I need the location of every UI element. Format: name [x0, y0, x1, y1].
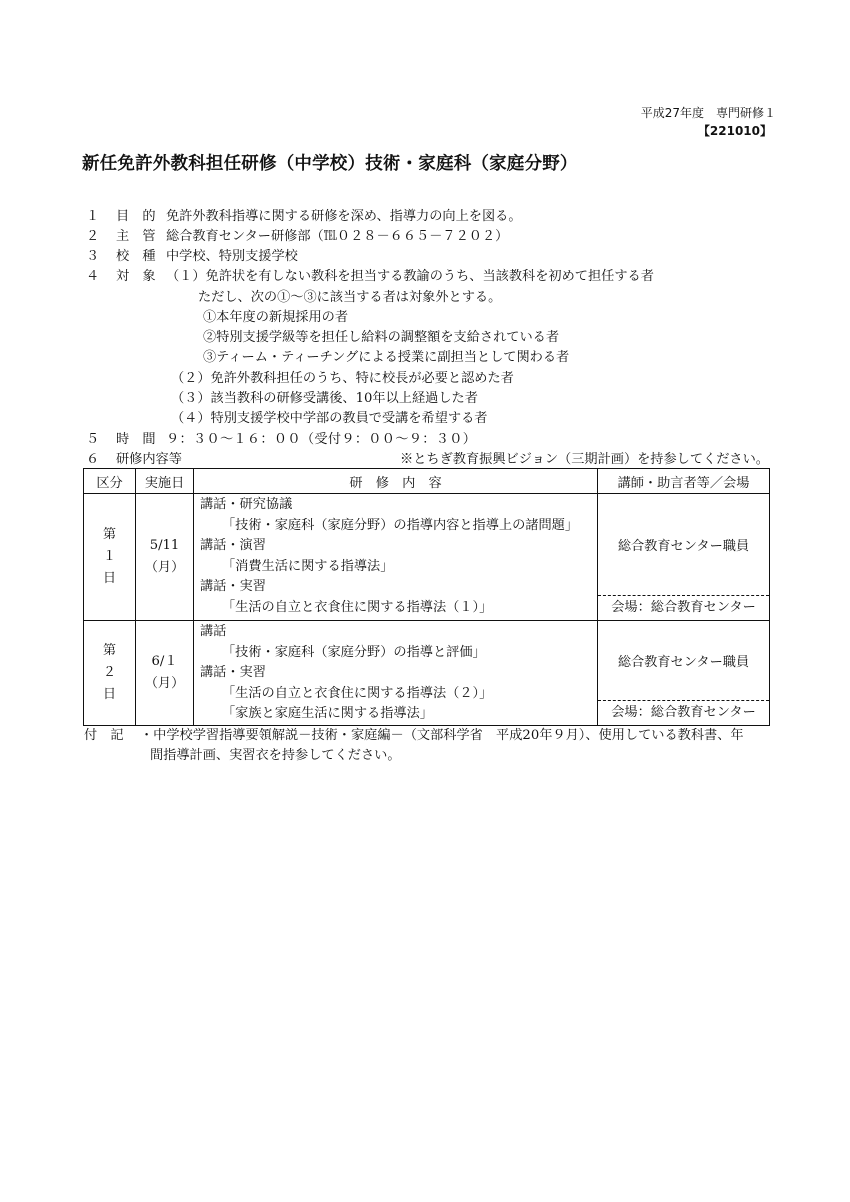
schedule-heading [86, 448, 182, 467]
item-text: 免許外教科指導に関する研修を深め、指導力の向上を図る。 [166, 209, 522, 224]
item-number: ４ [86, 269, 100, 284]
schedule-table [83, 468, 770, 726]
target-item: （２）免許外教科担任のうち、特に校長が必要と認めた者 [171, 371, 514, 386]
session-content: 講話・研究協議 「技術・家庭科（家庭分野）の指導内容と指導上の諸問題」 講話・演習 「消費生活に関する指導法」 講話・実習 「生活の自立と衣食住に関する指導法（１）」 [194, 494, 598, 621]
item-text: 中学校、特別支援学校 [166, 249, 298, 264]
item-text: 総合教育センター研修部（℡０２８－６６５－７２０２） [166, 229, 509, 244]
table-header-row [84, 469, 770, 494]
session-date: 5/11 （月） [136, 494, 194, 621]
item-number: ３ [86, 249, 100, 264]
item-label: 研修内容等 [116, 452, 182, 467]
series-label: 平成27年度 専門研修１ [640, 106, 776, 120]
footnote-label: 付 記 [84, 728, 124, 743]
item-number: ６ [86, 452, 100, 467]
item-label: 主 管 [116, 229, 156, 244]
header-category: 区分 [84, 469, 136, 494]
item-organizer [86, 225, 508, 244]
exclusion-item: ③ティーム・ティーチングによる授業に副担当として関わる者 [203, 350, 570, 365]
session-content: 講話 「技術・家庭科（家庭分野）の指導と評価」 講話・実習 「生活の自立と衣食住に関する指導法（２）」 「家族と家庭生活に関する指導法」 [194, 621, 598, 726]
item-number: ５ [86, 432, 100, 447]
session-date: 6/１ （月） [136, 621, 194, 726]
item-label: 時 間 [116, 432, 156, 447]
target-item: （４）特別支援学校中学部の教員で受講を希望する者 [171, 411, 488, 426]
course-code: 【221010】 [697, 124, 772, 138]
item-number: １ [86, 209, 100, 224]
header-date: 実施日 [136, 469, 194, 494]
item-number: ２ [86, 229, 100, 244]
lecturer-name: 総合教育センター職員 [617, 539, 750, 554]
venue: 会場：総合教育センター [598, 595, 769, 620]
item-target [86, 265, 654, 284]
lecturer-cell [598, 494, 770, 621]
day-category: 第 １ 日 [84, 494, 136, 621]
lecturer-cell [598, 621, 770, 726]
lecturer-name: 総合教育センター職員 [617, 655, 750, 670]
exclusion-item: ②特別支援学級等を担任し給料の調整額を支給されている者 [203, 330, 560, 345]
venue: 会場：総合教育センター [598, 700, 769, 725]
footnote-line: 間指導計画、実習衣を持参してください。 [150, 748, 401, 763]
exclusion-item: ①本年度の新規採用の者 [203, 310, 349, 325]
vision-note: ※とちぎ教育振興ビジョン（三期計画）を持参してください。 [400, 452, 769, 467]
target-note: ただし、次の①～③に該当する者は対象外とする。 [198, 290, 502, 305]
table-row [84, 494, 770, 621]
item-school-type [86, 245, 298, 264]
item-text: ９：３０～１６：００（受付９：００～９：３０） [166, 432, 477, 447]
table-row [84, 621, 770, 726]
item-label: 対 象 [116, 269, 156, 284]
header-content: 研 修 内 容 [194, 469, 598, 494]
header-lecturer: 講師・助言者等／会場 [598, 469, 770, 494]
item-time [86, 428, 476, 447]
item-purpose [86, 205, 522, 224]
item-text: （１）免許状を有しない教科を担当する教諭のうち、当該教科を初めて担任する者 [166, 269, 654, 284]
page-title: 新任免許外教科担任研修（中学校）技術・家庭科（家庭分野） [82, 154, 578, 174]
day-category: 第 ２ 日 [84, 621, 136, 726]
item-label: 目 的 [116, 209, 156, 224]
item-label: 校 種 [116, 249, 156, 264]
target-item: （３）該当教科の研修受講後、10年以上経過した者 [171, 391, 478, 406]
footnote-line: ・中学校学習指導要領解説－技術・家庭編－（文部科学省 平成20年９月）、使用している教科書、年 [140, 728, 744, 743]
